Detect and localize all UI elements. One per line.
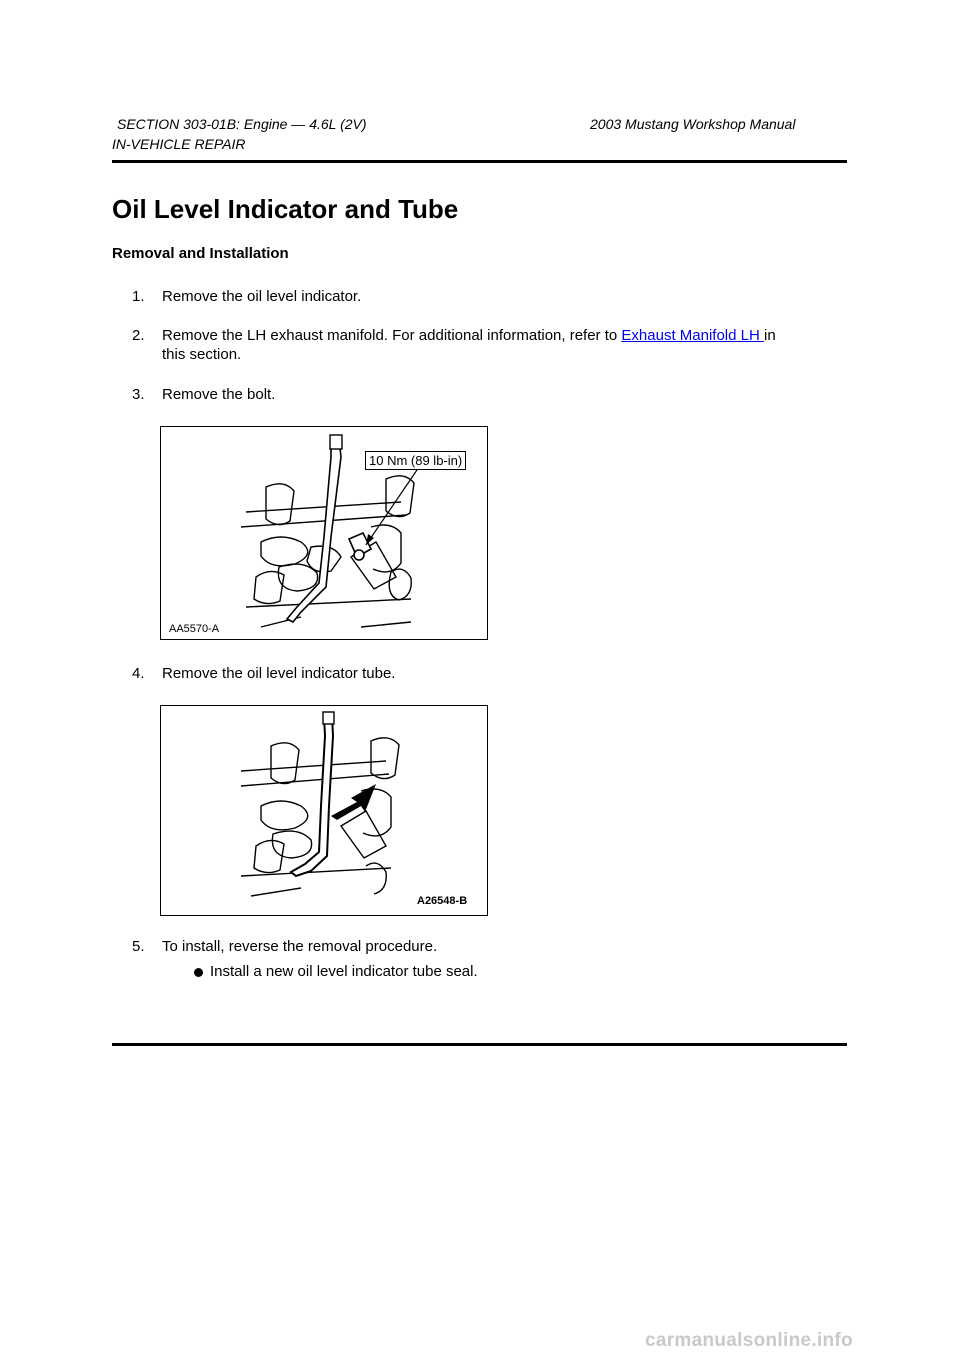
procedure-subtitle: Removal and Installation [112,245,289,262]
step-text: Remove the bolt. [162,386,276,403]
exhaust-manifold-link[interactable]: Exhaust Manifold LH [621,327,764,344]
step-number: 4. [132,665,145,682]
watermark: carmanualsonline.info [645,1330,853,1351]
step-number: 1. [132,288,145,305]
footer-rule [112,1043,847,1046]
bullet-dot-icon [194,968,203,977]
page-title: Oil Level Indicator and Tube [112,194,459,224]
step-number: 5. [132,938,145,955]
step-number: 2. [132,327,145,344]
bullet-text: Install a new oil level indicator tube seal. [210,963,478,980]
step-number: 3. [132,386,145,403]
header-rule [112,160,847,163]
step-text: Remove the LH exhaust manifold. For additional information, refer to Exhaust Manifold LH in this section. [162,327,776,363]
figure-bolt-removal [160,426,488,640]
header-section: SECTION 303-01B: Engine — 4.6L (2V) [117,116,367,132]
step-text: Remove the oil level indicator tube. [162,665,396,682]
figure-id-label: A26548-B [417,895,468,907]
header-manual-title: 2003 Mustang Workshop Manual [590,116,796,132]
step-text: Remove the oil level indicator. [162,288,362,305]
torque-callout: 10 Nm (89 lb-in) [365,451,466,470]
figure-tube-removal [160,705,488,916]
header-subsection: IN-VEHICLE REPAIR [112,136,246,152]
engine-tube-illustration [161,706,487,915]
step-text: To install, reverse the removal procedure. [162,938,438,955]
figure-id-label: AA5570-A [169,623,220,635]
